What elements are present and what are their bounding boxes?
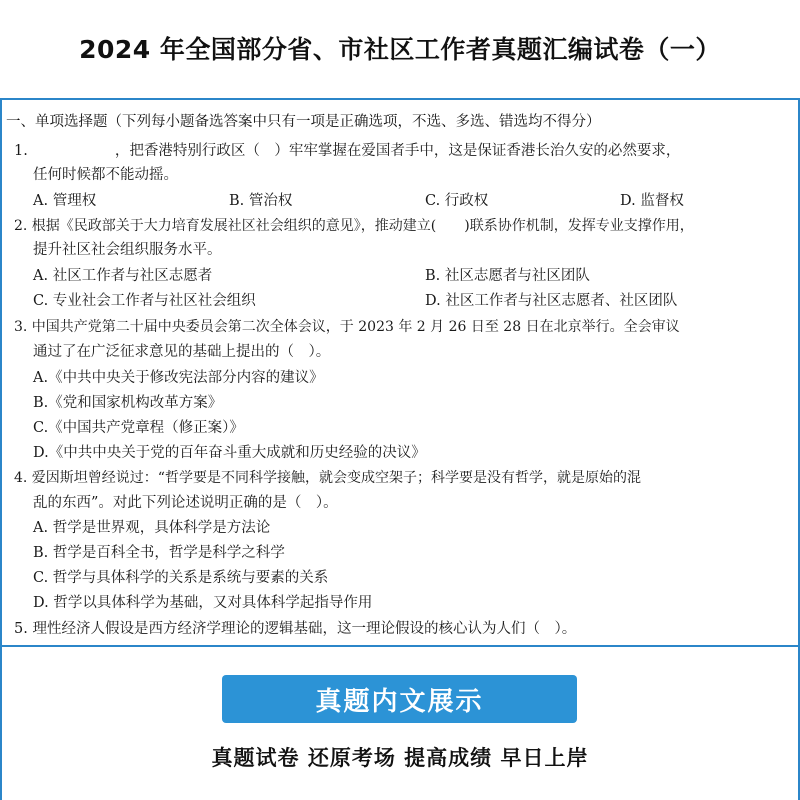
section-heading: 一、单项选择题（下列每小题备选答案中只有一项是正确选项，不选、多选、错选均不得分） [6,114,601,130]
question-3-option-d: D.《中共中央关于党的百年奋斗重大成就和历史经验的决议》 [33,445,426,461]
question-2-option-a: A. 社区工作者与社区志愿者 [33,268,213,284]
question-1-line-2: 任何时候都不能动摇。 [33,167,178,183]
question-2-line-2: 提升社区社会组织服务水平。 [33,242,222,258]
preview-banner: 真题内文展示 [222,675,577,723]
question-4-option-c: C. 哲学与具体科学的关系是系统与要素的关系 [33,570,329,586]
question-1-option-d: D. 监督权 [620,193,684,209]
question-4-option-b: B. 哲学是百科全书，哲学是科学之科学 [33,545,285,561]
question-1-option-c: C. 行政权 [425,193,489,209]
question-5-line-1: 5. 理性经济人假设是西方经济学理论的逻辑基础，这一理论假设的核心认为人们（ ）。 [14,621,577,637]
question-4-line-1: 4. 爱因斯坦曾经说过：“哲学要是不同科学接触，就会变成空架子；科学要是没有哲学，就是原始的混 [14,470,641,486]
question-2-option-c: C. 专业社会工作者与社区社会组织 [33,293,256,309]
question-1-option-b: B. 管治权 [229,193,293,209]
page-title: 2024 年全国部分省、市社区工作者真题汇编试卷（一） [79,35,721,64]
question-3-line-1: 3. 中国共产党第二十届中央委员会第二次全体会议，于 2023 年 2 月 26 日至 28 日在北京举行。全会审议 [14,319,680,335]
question-2-option-d: D. 社区工作者与社区志愿者、社区团队 [425,293,678,309]
question-3-option-c: C.《中国共产党章程（修正案）》 [33,420,244,436]
question-1-line-1: 1. ，把香港特别行政区（ ）牢牢掌握在爱国者手中，这是保证香港长治久安的必然要求， [14,143,681,159]
question-3-option-a: A.《中共中央关于修改宪法部分内容的建议》 [33,370,324,386]
slogan: 真题试卷 还原考场 提高成绩 早日上岸 [211,746,589,770]
question-2-option-b: B. 社区志愿者与社区团队 [425,268,590,284]
question-4-option-d: D. 哲学以具体科学为基础，又对具体科学起指导作用 [33,595,373,611]
question-4-line-2: 乱的东西”。对此下列论述说明正确的是（ ）。 [33,495,338,511]
question-2-line-1: 2. 根据《民政部关于大力培育发展社区社会组织的意见》，推动建立( )联系协作机制，发挥专业支撑作用， [14,218,694,234]
question-3-line-2: 通过了在广泛征求意见的基础上提出的（ ）。 [33,344,331,360]
frame-divider [0,645,800,647]
question-3-option-b: B.《党和国家机构改革方案》 [33,395,223,411]
question-4-option-a: A. 哲学是世界观，具体科学是方法论 [33,520,271,536]
question-1-option-a: A. 管理权 [33,193,97,209]
